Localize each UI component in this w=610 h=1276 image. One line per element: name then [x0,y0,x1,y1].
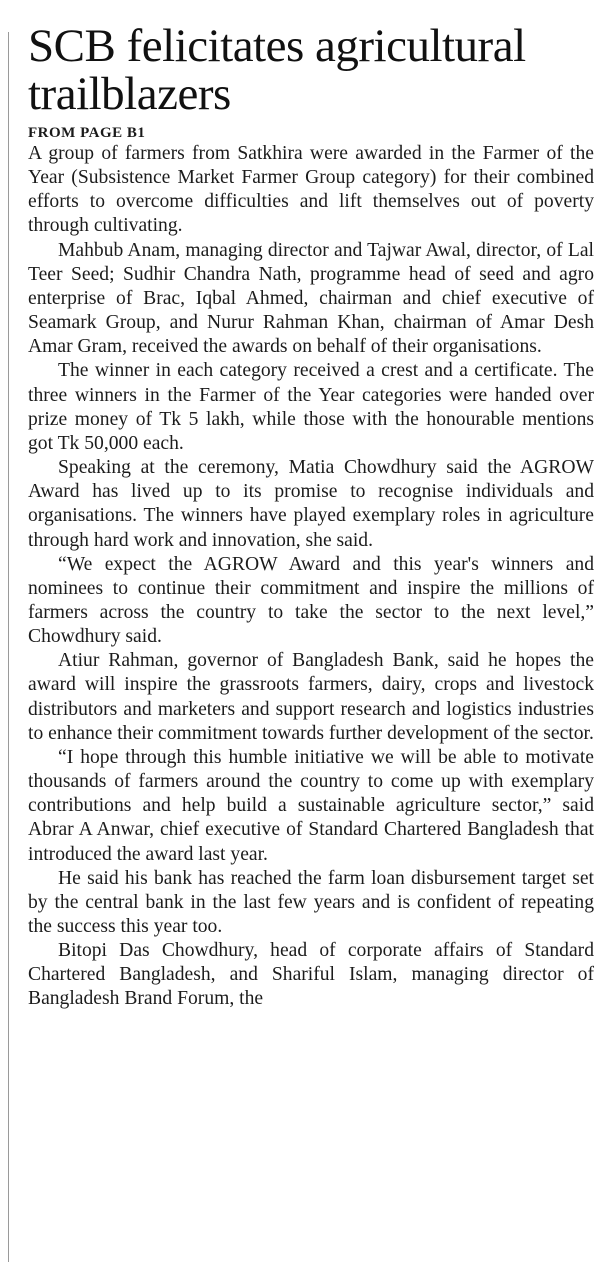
article-body [28,142,594,1012]
news-article [28,22,594,1012]
paragraph-3: The winner in each category received a crest and a certificate. The three winners in the Farmer of the Year categories were handed over prize money of Tk 5 lakh, while those with the honourable mentions got Tk 50,000 each. [28,360,594,454]
paragraph-6: Atiur Rahman, governor of Bangladesh Bank, said he hopes the award will inspire the grassroots farmers, dairy, crops and livestock distributors and marketers and support research and logistics industries to enhance their commitment towards further development of the sector. [28,650,594,744]
paragraph-8: He said his bank has reached the farm loan disbursement target set by the central bank in the last few years and is confident of repeating the success this year too. [28,867,594,937]
column-rule [8,32,9,1262]
paragraph-1: A group of farmers from Satkhira were awarded in the Farmer of the Year (Subsistence Market Farmer Group category) for their combined efforts to overcome difficulties and lift themselves out of poverty through cultivating. [28,143,594,237]
paragraph-5: “We expect the AGROW Award and this year's winners and nominees to continue their commitment and inspire the millions of farmers across the country to take the sector to the next level,” Chowdhury said. [28,553,594,648]
paragraph-2: Mahbub Anam, managing director and Tajwar Awal, director, of Lal Teer Seed; Sudhir Chandra Nath, programme head of seed and agro enterprise of Brac, Iqbal Ahmed, chairman and chief executive of Seamark Group, and Nurur Rahman Khan, chairman of Amar Desh Amar Gram, received the awards on behalf of their organisations. [28,239,594,358]
paragraph-9: Bitopi Das Chowdhury, head of corporate affairs of Standard Chartered Bangladesh, and Shariful Islam, managing director of Bangladesh Brand Forum, the [28,940,594,1010]
jump-line: FROM PAGE B1 [28,125,146,141]
article-headline: SCB felicitates agricultural trailblazers [28,20,526,120]
paragraph-7: “I hope through this humble initiative we will be able to motivate thousands of farmers around the country to come up with exemplary contributions and help build a sustainable agriculture sector,” said Abrar A Anwar, chief executive of Standard Chartered Bangladesh that introduced the award last year. [28,746,594,865]
paragraph-4: Speaking at the ceremony, Matia Chowdhury said the AGROW Award has lived up to its promise to recognise individuals and organisations. The winners have played exemplary roles in agriculture through hard work and innovation, she said. [28,457,594,551]
